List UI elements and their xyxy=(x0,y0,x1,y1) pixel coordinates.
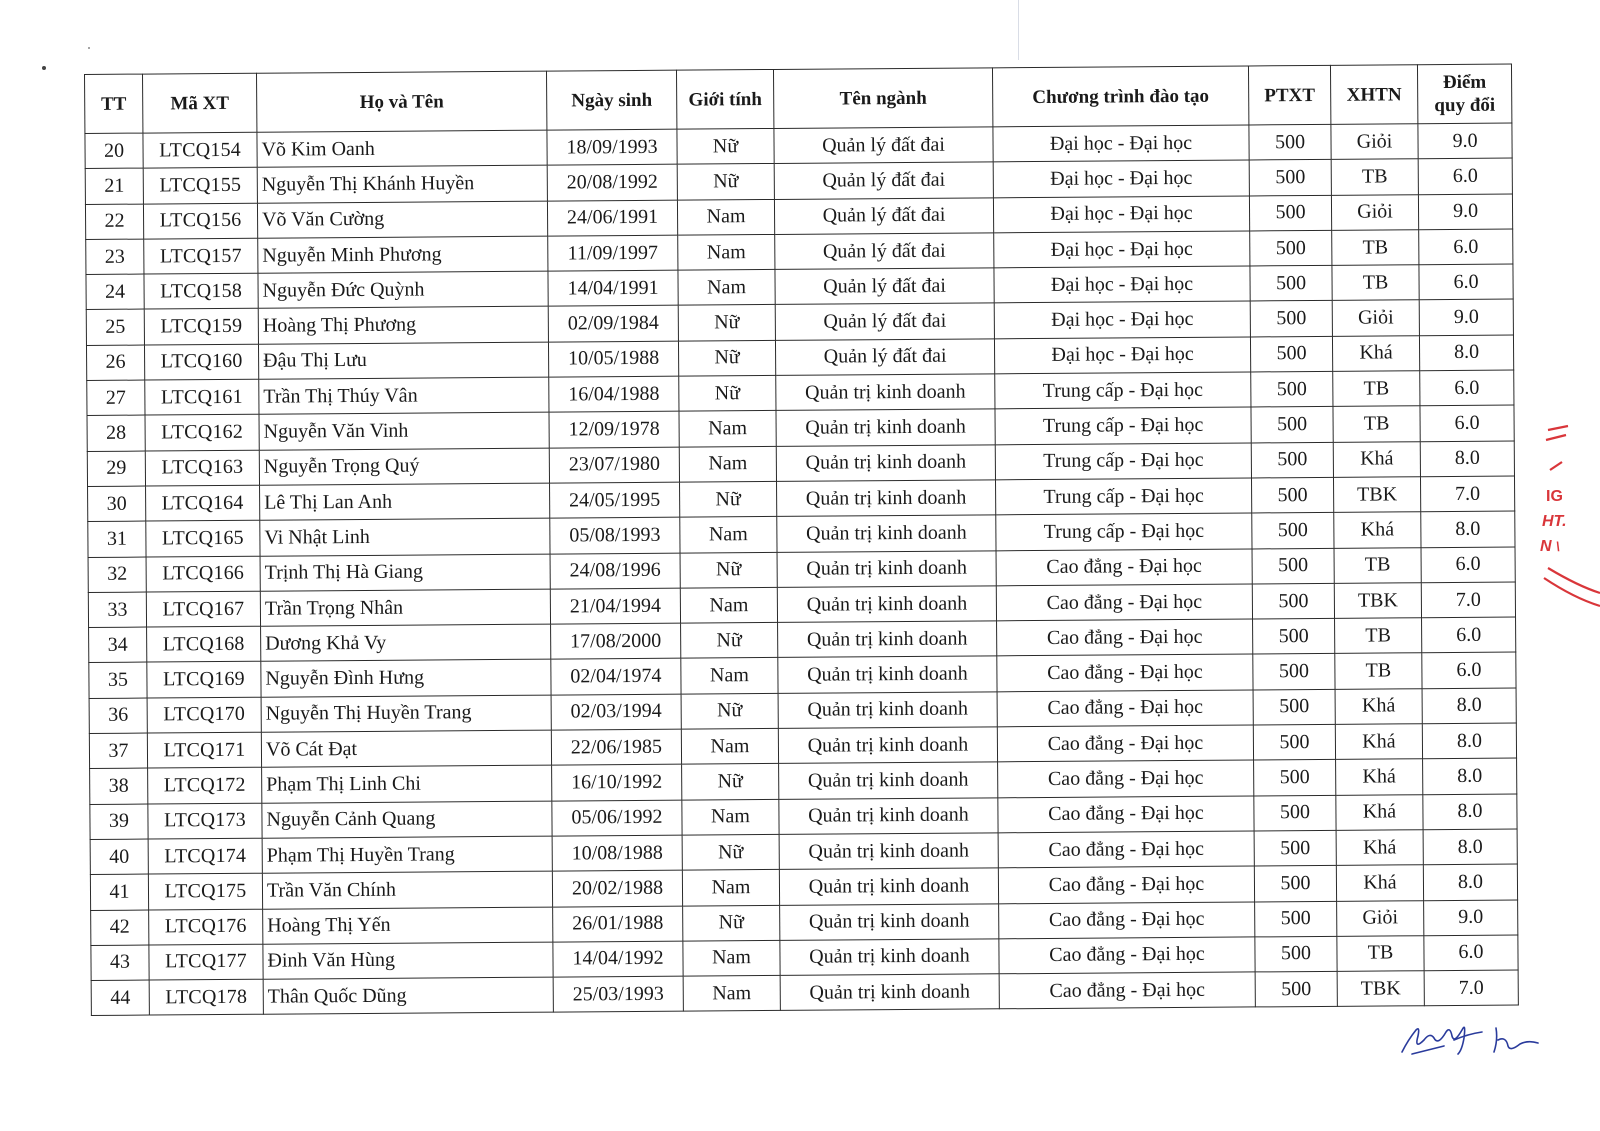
cell-ho-ten: Nguyễn Đức Quỳnh xyxy=(258,271,548,308)
cell-gioi-tinh: Nữ xyxy=(680,481,777,517)
header-ptxt: PTXT xyxy=(1248,65,1330,125)
cell-ma-xt: LTCQ172 xyxy=(148,768,262,804)
cell-ngay-sinh: 14/04/1991 xyxy=(548,270,678,306)
cell-ho-ten: Nguyễn Cảnh Quang xyxy=(262,801,552,838)
cell-chuong-trinh: Cao đẳng - Đại học xyxy=(999,972,1255,1009)
header-xhtn: XHTN xyxy=(1330,65,1417,125)
cell-diem-quy-doi: 8.0 xyxy=(1422,723,1516,759)
cell-tt: 28 xyxy=(87,415,145,451)
cell-gioi-tinh: Nữ xyxy=(680,552,777,588)
svg-text:N: N xyxy=(1540,538,1552,555)
seal-stamp-fragment xyxy=(1538,418,1600,618)
cell-tt: 27 xyxy=(87,380,145,416)
header-ma-xt: Mã XT xyxy=(143,73,257,133)
cell-ptxt: 500 xyxy=(1252,583,1334,619)
cell-xhtn: Khá xyxy=(1335,688,1422,724)
cell-ten-nganh: Quản lý đất đai xyxy=(774,127,993,164)
cell-ho-ten: Hoàng Thị Yến xyxy=(263,907,553,944)
cell-ngay-sinh: 12/09/1978 xyxy=(549,412,679,448)
cell-diem-quy-doi: 6.0 xyxy=(1419,229,1513,265)
cell-ptxt: 500 xyxy=(1253,689,1335,725)
cell-ho-ten: Võ Cát Đạt xyxy=(261,730,551,767)
cell-ten-nganh: Quản trị kinh doanh xyxy=(776,409,995,446)
cell-gioi-tinh: Nam xyxy=(683,940,780,976)
cell-chuong-trinh: Trung cấp - Đại học xyxy=(996,513,1252,550)
cell-diem-quy-doi: 7.0 xyxy=(1424,970,1518,1006)
cell-tt: 23 xyxy=(86,239,144,275)
header-diem-line2: quy đổi xyxy=(1434,94,1496,117)
cell-tt: 40 xyxy=(90,839,148,875)
cell-diem-quy-doi: 9.0 xyxy=(1419,300,1513,336)
cell-ptxt: 500 xyxy=(1251,442,1333,478)
header-ngay-sinh: Ngày sinh xyxy=(546,70,676,130)
cell-diem-quy-doi: 9.0 xyxy=(1418,194,1512,230)
cell-chuong-trinh: Trung cấp - Đại học xyxy=(995,478,1251,515)
cell-chuong-trinh: Cao đẳng - Đại học xyxy=(998,866,1254,903)
cell-ptxt: 500 xyxy=(1255,936,1337,972)
cell-gioi-tinh: Nữ xyxy=(679,376,776,412)
cell-ho-ten: Nguyễn Đình Hưng xyxy=(261,660,551,697)
cell-ten-nganh: Quản trị kinh doanh xyxy=(776,445,995,482)
cell-chuong-trinh: Cao đẳng - Đại học xyxy=(998,796,1254,833)
cell-tt: 35 xyxy=(89,663,147,699)
cell-ho-ten: Phạm Thị Huyền Trang xyxy=(262,836,552,873)
cell-ngay-sinh: 02/03/1994 xyxy=(551,694,681,730)
cell-diem-quy-doi: 9.0 xyxy=(1424,900,1518,936)
cell-ptxt: 500 xyxy=(1250,230,1332,266)
cell-chuong-trinh: Cao đẳng - Đại học xyxy=(997,619,1253,656)
cell-ten-nganh: Quản lý đất đai xyxy=(775,268,994,305)
cell-ma-xt: LTCQ167 xyxy=(146,591,260,627)
admission-table-container xyxy=(84,64,1519,1017)
cell-ten-nganh: Quản trị kinh doanh xyxy=(780,939,999,976)
header-ho-ten: Họ và Tên xyxy=(256,71,546,132)
cell-ngay-sinh: 24/05/1995 xyxy=(550,482,680,518)
cell-ma-xt: LTCQ177 xyxy=(149,944,263,980)
cell-ten-nganh: Quản trị kinh doanh xyxy=(777,586,996,623)
scan-edge-line xyxy=(1018,0,1019,60)
cell-xhtn: Khá xyxy=(1334,512,1421,548)
cell-tt: 20 xyxy=(85,133,143,169)
cell-chuong-trinh: Đại học - Đại học xyxy=(994,337,1250,374)
header-ten-nganh: Tên ngành xyxy=(773,68,992,129)
table-body xyxy=(85,123,1518,1016)
cell-gioi-tinh: Nữ xyxy=(682,764,779,800)
cell-chuong-trinh: Cao đẳng - Đại học xyxy=(999,937,1255,974)
cell-tt: 38 xyxy=(90,768,148,804)
svg-text:IG: IG xyxy=(1546,488,1563,505)
cell-ptxt: 500 xyxy=(1249,124,1331,160)
cell-tt: 31 xyxy=(88,521,146,557)
cell-ten-nganh: Quản lý đất đai xyxy=(775,339,994,376)
cell-gioi-tinh: Nam xyxy=(682,870,779,906)
cell-ptxt: 500 xyxy=(1254,866,1336,902)
cell-diem-quy-doi: 7.0 xyxy=(1421,582,1515,618)
cell-ho-ten: Võ Kim Oanh xyxy=(257,130,547,167)
cell-ho-ten: Nguyễn Văn Vinh xyxy=(259,412,549,449)
cell-chuong-trinh: Cao đẳng - Đại học xyxy=(998,760,1254,797)
cell-ngay-sinh: 18/09/1993 xyxy=(547,129,677,165)
cell-xhtn: Khá xyxy=(1336,865,1423,901)
cell-diem-quy-doi: 6.0 xyxy=(1418,158,1512,194)
cell-ma-xt: LTCQ157 xyxy=(144,238,258,274)
cell-ngay-sinh: 22/06/1985 xyxy=(551,729,681,765)
cell-ngay-sinh: 24/08/1996 xyxy=(550,553,680,589)
cell-ngay-sinh: 05/06/1992 xyxy=(552,800,682,836)
cell-ma-xt: LTCQ176 xyxy=(149,909,263,945)
cell-xhtn: TB xyxy=(1335,653,1422,689)
cell-tt: 42 xyxy=(91,910,149,946)
signature-icon xyxy=(1398,1010,1548,1066)
cell-chuong-trinh: Trung cấp - Đại học xyxy=(995,443,1251,480)
cell-ten-nganh: Quản trị kinh doanh xyxy=(778,656,997,693)
cell-diem-quy-doi: 6.0 xyxy=(1420,405,1514,441)
cell-ngay-sinh: 26/01/1988 xyxy=(553,906,683,942)
cell-ptxt: 500 xyxy=(1253,654,1335,690)
cell-diem-quy-doi: 8.0 xyxy=(1423,829,1517,865)
cell-ho-ten: Đậu Thị Lưu xyxy=(258,342,548,379)
cell-diem-quy-doi: 6.0 xyxy=(1420,370,1514,406)
cell-ngay-sinh: 20/08/1992 xyxy=(547,164,677,200)
cell-ma-xt: LTCQ173 xyxy=(148,803,262,839)
cell-gioi-tinh: Nam xyxy=(678,234,775,270)
cell-chuong-trinh: Cao đẳng - Đại học xyxy=(998,831,1254,868)
cell-diem-quy-doi: 7.0 xyxy=(1420,476,1514,512)
cell-ngay-sinh: 10/05/1988 xyxy=(548,341,678,377)
cell-gioi-tinh: Nữ xyxy=(682,834,779,870)
cell-ho-ten: Nguyễn Minh Phương xyxy=(258,236,548,273)
cell-tt: 22 xyxy=(85,204,143,240)
cell-ho-ten: Phạm Thị Linh Chi xyxy=(262,765,552,802)
cell-ngay-sinh: 14/04/1992 xyxy=(553,941,683,977)
cell-xhtn: TB xyxy=(1332,265,1419,301)
cell-chuong-trinh: Đại học - Đại học xyxy=(994,301,1250,338)
cell-tt: 44 xyxy=(91,980,149,1016)
cell-chuong-trinh: Đại học - Đại học xyxy=(993,160,1249,197)
cell-ptxt: 500 xyxy=(1252,548,1334,584)
cell-gioi-tinh: Nữ xyxy=(678,305,775,341)
cell-tt: 34 xyxy=(89,627,147,663)
cell-ten-nganh: Quản trị kinh doanh xyxy=(777,550,996,587)
admission-table xyxy=(84,64,1519,1017)
cell-ma-xt: LTCQ178 xyxy=(149,979,263,1015)
cell-gioi-tinh: Nữ xyxy=(681,693,778,729)
cell-ten-nganh: Quản trị kinh doanh xyxy=(778,621,997,658)
cell-tt: 26 xyxy=(86,345,144,381)
cell-ten-nganh: Quản lý đất đai xyxy=(774,197,993,234)
cell-ma-xt: LTCQ162 xyxy=(145,415,259,451)
cell-chuong-trinh: Đại học - Đại học xyxy=(994,231,1250,268)
header-gioi-tinh: Giới tính xyxy=(676,69,773,129)
cell-gioi-tinh: Nữ xyxy=(677,164,774,200)
cell-tt: 32 xyxy=(88,557,146,593)
cell-diem-quy-doi: 8.0 xyxy=(1423,864,1517,900)
cell-diem-quy-doi: 6.0 xyxy=(1419,264,1513,300)
cell-xhtn: TB xyxy=(1332,230,1419,266)
cell-ma-xt: LTCQ168 xyxy=(147,626,261,662)
cell-ho-ten: Trần Trọng Nhân xyxy=(260,589,550,626)
cell-xhtn: Khá xyxy=(1335,724,1422,760)
cell-ngay-sinh: 11/09/1997 xyxy=(548,235,678,271)
cell-ptxt: 500 xyxy=(1255,971,1337,1007)
cell-ngay-sinh: 23/07/1980 xyxy=(549,447,679,483)
cell-xhtn: TBK xyxy=(1333,477,1420,513)
cell-ten-nganh: Quản trị kinh doanh xyxy=(776,374,995,411)
cell-xhtn: TB xyxy=(1337,936,1424,972)
cell-ma-xt: LTCQ154 xyxy=(143,132,257,168)
cell-tt: 29 xyxy=(87,451,145,487)
cell-ma-xt: LTCQ158 xyxy=(144,273,258,309)
cell-ptxt: 500 xyxy=(1251,407,1333,443)
cell-ten-nganh: Quản trị kinh doanh xyxy=(779,762,998,799)
cell-diem-quy-doi: 6.0 xyxy=(1421,547,1515,583)
cell-tt: 37 xyxy=(89,733,147,769)
cell-chuong-trinh: Cao đẳng - Đại học xyxy=(997,690,1253,727)
cell-ngay-sinh: 21/04/1994 xyxy=(550,588,680,624)
cell-tt: 25 xyxy=(86,310,144,346)
cell-ten-nganh: Quản trị kinh doanh xyxy=(779,833,998,870)
cell-gioi-tinh: Nam xyxy=(681,728,778,764)
cell-ptxt: 500 xyxy=(1249,195,1331,231)
cell-gioi-tinh: Nữ xyxy=(683,905,780,941)
cell-ho-ten: Nguyễn Thị Huyền Trang xyxy=(261,695,551,732)
cell-ten-nganh: Quản lý đất đai xyxy=(774,162,993,199)
cell-ngay-sinh: 20/02/1988 xyxy=(552,870,682,906)
cell-xhtn: Giỏi xyxy=(1331,124,1418,160)
cell-gioi-tinh: Nam xyxy=(683,976,780,1012)
cell-tt: 43 xyxy=(91,945,149,981)
cell-ho-ten: Trần Thị Thúy Vân xyxy=(259,377,549,414)
cell-tt: 21 xyxy=(85,168,143,204)
cell-ho-ten: Trần Văn Chính xyxy=(262,871,552,908)
header-tt: TT xyxy=(85,74,143,133)
cell-xhtn: Giỏi xyxy=(1331,194,1418,230)
cell-ten-nganh: Quản trị kinh doanh xyxy=(777,480,996,517)
cell-xhtn: TB xyxy=(1333,406,1420,442)
cell-ma-xt: LTCQ164 xyxy=(146,485,260,521)
cell-chuong-trinh: Đại học - Đại học xyxy=(993,196,1249,233)
cell-diem-quy-doi: 6.0 xyxy=(1424,935,1518,971)
cell-ptxt: 500 xyxy=(1250,301,1332,337)
cell-ten-nganh: Quản trị kinh doanh xyxy=(778,727,997,764)
cell-xhtn: TB xyxy=(1335,618,1422,654)
cell-ma-xt: LTCQ160 xyxy=(144,344,258,380)
cell-tt: 24 xyxy=(86,274,144,310)
cell-xhtn: TBK xyxy=(1337,971,1424,1007)
cell-ho-ten: Trịnh Thị Hà Giang xyxy=(260,554,550,591)
scan-speck xyxy=(88,47,90,49)
cell-xhtn: Khá xyxy=(1336,759,1423,795)
header-diem-quy-doi xyxy=(1417,64,1511,124)
cell-xhtn: Khá xyxy=(1336,830,1423,866)
cell-ma-xt: LTCQ161 xyxy=(145,379,259,415)
cell-ma-xt: LTCQ165 xyxy=(146,520,260,556)
cell-xhtn: Khá xyxy=(1336,794,1423,830)
cell-xhtn: Khá xyxy=(1333,441,1420,477)
cell-ptxt: 500 xyxy=(1254,760,1336,796)
cell-ma-xt: LTCQ171 xyxy=(147,732,261,768)
cell-ho-ten: Nguyễn Thị Khánh Huyền xyxy=(257,165,547,202)
cell-diem-quy-doi: 8.0 xyxy=(1420,441,1514,477)
cell-ten-nganh: Quản trị kinh doanh xyxy=(778,692,997,729)
cell-ptxt: 500 xyxy=(1250,336,1332,372)
cell-ngay-sinh: 16/04/1988 xyxy=(549,376,679,412)
cell-ngay-sinh: 02/04/1974 xyxy=(551,659,681,695)
cell-gioi-tinh: Nữ xyxy=(681,623,778,659)
cell-ten-nganh: Quản lý đất đai xyxy=(775,233,994,270)
cell-chuong-trinh: Đại học - Đại học xyxy=(994,266,1250,303)
cell-ptxt: 500 xyxy=(1249,160,1331,196)
cell-gioi-tinh: Nam xyxy=(679,411,776,447)
cell-tt: 39 xyxy=(90,804,148,840)
cell-ngay-sinh: 17/08/2000 xyxy=(551,623,681,659)
cell-diem-quy-doi: 8.0 xyxy=(1423,758,1517,794)
cell-ho-ten: Thân Quốc Dũng xyxy=(263,977,553,1014)
handwritten-signature xyxy=(1398,1010,1548,1071)
cell-diem-quy-doi: 8.0 xyxy=(1422,688,1516,724)
scan-speck xyxy=(42,66,46,70)
cell-xhtn: Khá xyxy=(1332,335,1419,371)
cell-diem-quy-doi: 8.0 xyxy=(1421,511,1515,547)
cell-ptxt: 500 xyxy=(1253,724,1335,760)
cell-ma-xt: LTCQ155 xyxy=(143,168,257,204)
cell-gioi-tinh: Nam xyxy=(680,587,777,623)
cell-chuong-trinh: Cao đẳng - Đại học xyxy=(997,654,1253,691)
cell-ten-nganh: Quản trị kinh doanh xyxy=(779,868,998,905)
svg-text:\: \ xyxy=(1556,539,1560,554)
cell-ngay-sinh: 25/03/1993 xyxy=(553,976,683,1012)
cell-xhtn: Giỏi xyxy=(1337,900,1424,936)
cell-ho-ten: Vi Nhật Linh xyxy=(260,518,550,555)
cell-ho-ten: Dương Khả Vy xyxy=(261,624,551,661)
cell-ptxt: 500 xyxy=(1254,830,1336,866)
cell-ma-xt: LTCQ156 xyxy=(143,203,257,239)
cell-gioi-tinh: Nam xyxy=(681,658,778,694)
cell-chuong-trinh: Cao đẳng - Đại học xyxy=(996,549,1252,586)
cell-ptxt: 500 xyxy=(1252,513,1334,549)
cell-ten-nganh: Quản trị kinh doanh xyxy=(780,903,999,940)
stamp-icon xyxy=(1538,418,1600,618)
cell-xhtn: TB xyxy=(1331,159,1418,195)
cell-chuong-trinh: Trung cấp - Đại học xyxy=(995,372,1251,409)
cell-ho-ten: Nguyễn Trọng Quý xyxy=(259,448,549,485)
cell-chuong-trinh: Cao đẳng - Đại học xyxy=(996,584,1252,621)
cell-gioi-tinh: Nam xyxy=(677,199,774,235)
cell-chuong-trinh: Cao đẳng - Đại học xyxy=(999,901,1255,938)
cell-ptxt: 500 xyxy=(1253,619,1335,655)
cell-ho-ten: Đinh Văn Hùng xyxy=(263,942,553,979)
cell-chuong-trinh: Cao đẳng - Đại học xyxy=(997,725,1253,762)
cell-ma-xt: LTCQ174 xyxy=(148,838,262,874)
cell-ten-nganh: Quản lý đất đai xyxy=(775,303,994,340)
cell-tt: 30 xyxy=(88,486,146,522)
cell-ma-xt: LTCQ175 xyxy=(148,873,262,909)
cell-xhtn: Giỏi xyxy=(1332,300,1419,336)
cell-ngay-sinh: 05/08/1993 xyxy=(550,517,680,553)
cell-ptxt: 500 xyxy=(1254,795,1336,831)
cell-ma-xt: LTCQ166 xyxy=(146,556,260,592)
cell-xhtn: TB xyxy=(1334,547,1421,583)
cell-ten-nganh: Quản trị kinh doanh xyxy=(780,974,999,1011)
cell-ptxt: 500 xyxy=(1251,477,1333,513)
cell-ngay-sinh: 02/09/1984 xyxy=(548,306,678,342)
svg-text:HT.: HT. xyxy=(1542,513,1567,530)
cell-ma-xt: LTCQ170 xyxy=(147,697,261,733)
cell-chuong-trinh: Đại học - Đại học xyxy=(993,125,1249,162)
cell-ten-nganh: Quản trị kinh doanh xyxy=(777,515,996,552)
header-chuong-trinh: Chương trình đào tạo xyxy=(992,66,1248,127)
cell-ptxt: 500 xyxy=(1250,266,1332,302)
cell-gioi-tinh: Nam xyxy=(678,270,775,306)
cell-ngay-sinh: 16/10/1992 xyxy=(552,764,682,800)
cell-ten-nganh: Quản trị kinh doanh xyxy=(779,797,998,834)
cell-ho-ten: Lê Thị Lan Anh xyxy=(260,483,550,520)
table-header-row xyxy=(85,64,1512,133)
cell-diem-quy-doi: 8.0 xyxy=(1419,335,1513,371)
cell-diem-quy-doi: 6.0 xyxy=(1422,652,1516,688)
cell-gioi-tinh: Nam xyxy=(680,517,777,553)
cell-ma-xt: LTCQ169 xyxy=(147,662,261,698)
cell-diem-quy-doi: 9.0 xyxy=(1418,123,1512,159)
cell-diem-quy-doi: 8.0 xyxy=(1423,794,1517,830)
cell-ma-xt: LTCQ159 xyxy=(144,309,258,345)
cell-xhtn: TB xyxy=(1333,371,1420,407)
cell-tt: 36 xyxy=(89,698,147,734)
cell-ptxt: 500 xyxy=(1251,371,1333,407)
cell-ho-ten: Võ Văn Cường xyxy=(257,201,547,238)
cell-chuong-trinh: Trung cấp - Đại học xyxy=(995,407,1251,444)
cell-tt: 41 xyxy=(90,874,148,910)
cell-gioi-tinh: Nữ xyxy=(678,340,775,376)
cell-diem-quy-doi: 6.0 xyxy=(1422,617,1516,653)
cell-tt: 33 xyxy=(88,592,146,628)
cell-ptxt: 500 xyxy=(1255,901,1337,937)
cell-ma-xt: LTCQ163 xyxy=(145,450,259,486)
header-diem-line1: Điểm xyxy=(1442,71,1487,94)
cell-ngay-sinh: 10/08/1988 xyxy=(552,835,682,871)
cell-gioi-tinh: Nữ xyxy=(677,128,774,164)
cell-gioi-tinh: Nam xyxy=(679,446,776,482)
cell-ngay-sinh: 24/06/1991 xyxy=(547,200,677,236)
cell-gioi-tinh: Nam xyxy=(682,799,779,835)
cell-ho-ten: Hoàng Thị Phương xyxy=(258,307,548,344)
cell-xhtn: TBK xyxy=(1334,583,1421,619)
